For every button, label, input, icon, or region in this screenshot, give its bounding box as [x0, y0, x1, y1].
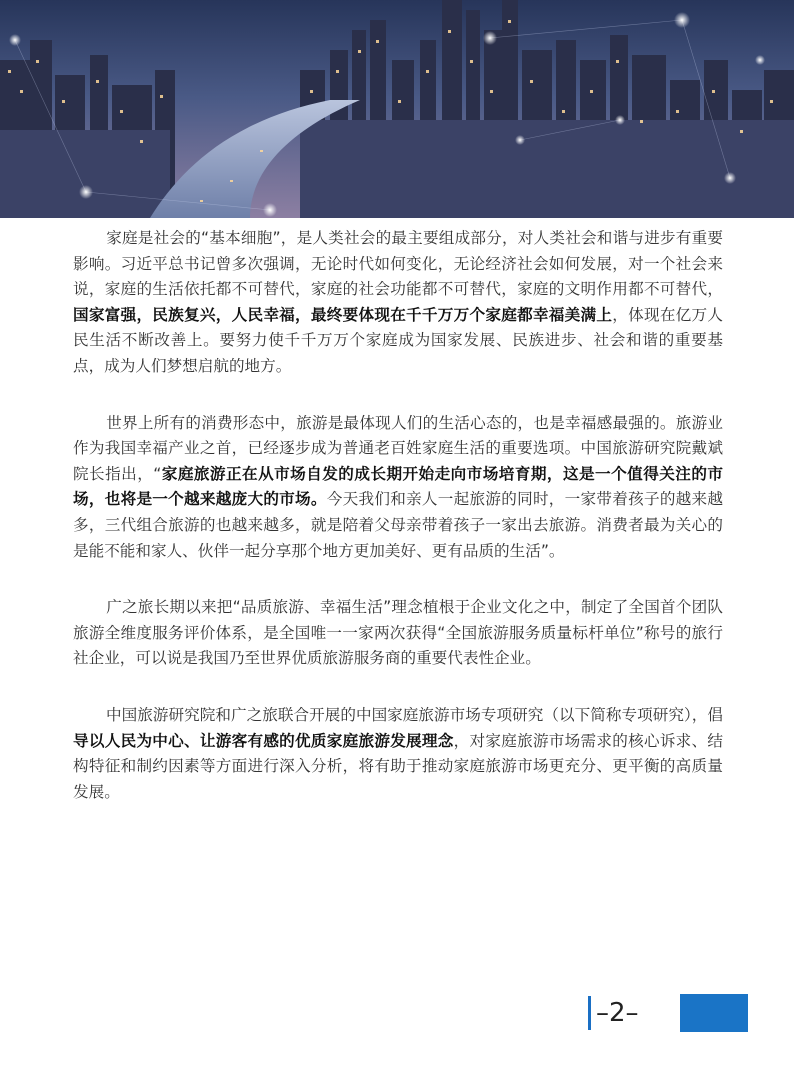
hero-city-photo [0, 0, 794, 218]
paragraph-text: 世界上所有的消费形态中，旅游是最体现人们的生活心态的，也是幸福感最强的。旅游业作为我国幸福产业之首，已经逐步成为普通老百姓家庭生活的重要选项。中国旅游研究院戴斌院长指出，“ [73, 413, 723, 483]
paragraph [73, 703, 723, 805]
paragraph-text: 家庭是社会的“基本细胞”，是人类社会的最主要组成部分，对人类社会和谐与进步有重要影响。习近平总书记曾多次强调，无论时代如何变化，无论经济社会如何发展，对一个社会来说，家庭的生活依托都不可替代，家庭的社会功能都不可替代，家庭的文明作用都不可替代， [73, 229, 723, 299]
page-number-divider [588, 996, 591, 1030]
city-skyline-illustration [0, 0, 794, 218]
paragraph-emphasis: 家庭旅游正在从市场自发的成长期开始走向市场培育期，这是一个值得关注的市场，也将是一个越来越庞大的市场。 [73, 464, 723, 509]
paragraph-text: 广之旅长期以来把“品质旅游、幸福生活”理念植根于企业文化之中，制定了全国首个团队旅游全维度服务评价体系，是全国唯一一家两次获得“全国旅游服务质量标杆单位”称号的旅行社企业，可以说是我国乃至世界优质旅游服务商的重要代表性企业。 [73, 598, 723, 668]
paragraph-text: ，体现在亿万人民生活不断改善上。要努力使千千万万个家庭成为国家发展、民族进步、社会和谐的重要基点，成为人们梦想启航的地方。 [73, 305, 723, 375]
paragraph [73, 595, 723, 672]
footer-accent-block [680, 994, 748, 1032]
page-footer [0, 994, 794, 1034]
page-number: –2– [596, 998, 639, 1028]
paragraph-text: 中国旅游研究院和广之旅联合开展的中国家庭旅游市场专项研究（以下简称专项研究），倡 [106, 705, 723, 724]
body-text [73, 226, 723, 836]
paragraph-emphasis: 国家富强，民族复兴，人民幸福，最终要体现在千千万万个家庭都幸福美满上 [73, 305, 613, 324]
paragraph-emphasis: 导以人民为中心、让游客有感的优质家庭旅游发展理念 [73, 731, 454, 750]
paragraph [73, 226, 723, 380]
paragraph-text: ，对家庭旅游市场需求的核心诉求、结构特征和制约因素等方面进行深入分析，将有助于推动家庭旅游市场更充分、更平衡的高质量发展。 [73, 731, 723, 801]
paragraph-text: 今天我们和亲人一起旅游的同时，一家带着孩子的越来越多，三代组合旅游的也越来越多，就是陪着父母亲带着孩子一家出去旅游。消费者最为关心的是能不能和家人、伙伴一起分享那个地方更加美好、更有品质的生活”。 [73, 490, 723, 560]
paragraph [73, 411, 723, 565]
